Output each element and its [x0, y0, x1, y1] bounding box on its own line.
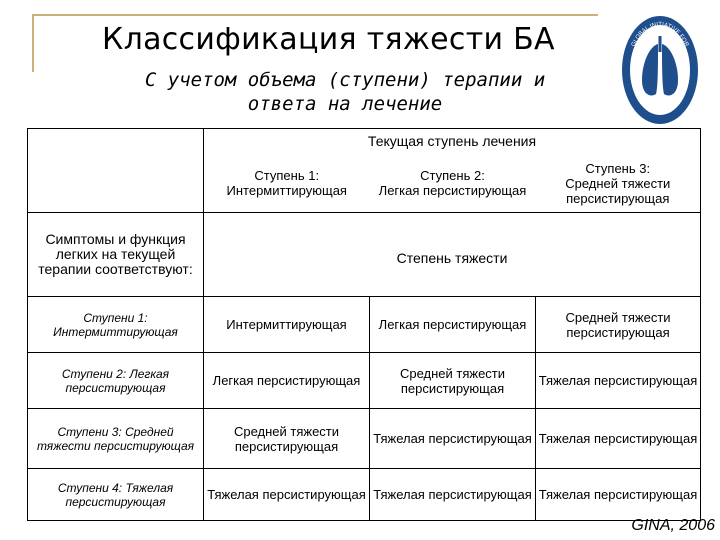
severity-label: Степень тяжести [204, 213, 701, 297]
cell-step3-col3: Тяжелая персистирующая [536, 409, 701, 469]
cell-step4-col3: Тяжелая персистирующая [536, 469, 701, 521]
source-citation: GINA, 2006 [631, 517, 715, 534]
accent-horizontal-line [32, 14, 598, 16]
slide-title: Классификация тяжести БА [102, 22, 555, 57]
logo-text-bottom: ASTHMA [645, 100, 675, 112]
step-header-1 [204, 155, 370, 213]
accent-vertical-line [32, 14, 34, 72]
row-label-step-1: Ступени 1: Интермиттирующая [28, 297, 204, 353]
cell-step2-col1: Легкая персистирующая [204, 353, 370, 409]
row-label-step-4: Ступени 4: Тяжелая персистирующая [28, 469, 204, 521]
subtitle-line-1: С учетом объема (ступени) терапии и [144, 69, 546, 91]
cell-step1-col3: Средней тяжести персистирующая [536, 297, 701, 353]
table-row [28, 409, 701, 469]
cell-step2-col2: Средней тяжести персистирующая [370, 353, 536, 409]
step-header-1-title: Ступень 1: [254, 168, 320, 184]
symptoms-label: Симптомы и функция легких на текущей терапии соответствуют: [28, 213, 204, 297]
cell-step1-col2: Легкая персистирующая [370, 297, 536, 353]
step-header-1-name: Интермиттирующая [226, 183, 347, 199]
slide-subtitle [80, 68, 610, 116]
row-label-step-2: Ступени 2: Легкая персистирующая [28, 353, 204, 409]
current-step-header: Текущая ступень лечения [204, 129, 701, 155]
table-row [28, 297, 701, 353]
corner-cell [28, 129, 204, 213]
cell-step4-col1: Тяжелая персистирующая [204, 469, 370, 521]
step-header-2 [370, 155, 536, 213]
cell-step1-col1: Интермиттирующая [204, 297, 370, 353]
table-group-header-row [28, 129, 701, 155]
cell-step2-col3: Тяжелая персистирующая [536, 353, 701, 409]
cell-step3-col1: Средней тяжести персистирующая [204, 409, 370, 469]
step-header-3-name: Средней тяжести персистирующая [565, 175, 671, 206]
gina-logo-icon [620, 14, 700, 126]
severity-table [27, 128, 701, 521]
step-header-2-title: Ступень 2: [420, 168, 485, 184]
symptoms-row [28, 213, 701, 297]
cell-step4-col2: Тяжелая персистирующая [370, 469, 536, 521]
step-header-3-title: Ступень 3: [585, 160, 651, 176]
subtitle-line-2: ответа на лечение [247, 93, 443, 115]
row-label-step-3: Ступени 3: Средней тяжести персистирующая [28, 409, 204, 469]
step-header-2-name: Легкая персистирующая [378, 183, 527, 199]
cell-step3-col2: Тяжелая персистирующая [370, 409, 536, 469]
step-header-3 [536, 155, 701, 213]
table-row [28, 353, 701, 409]
table-row [28, 469, 701, 521]
logo-text-top: GLOBAL INITIATIVE FOR [630, 21, 690, 48]
